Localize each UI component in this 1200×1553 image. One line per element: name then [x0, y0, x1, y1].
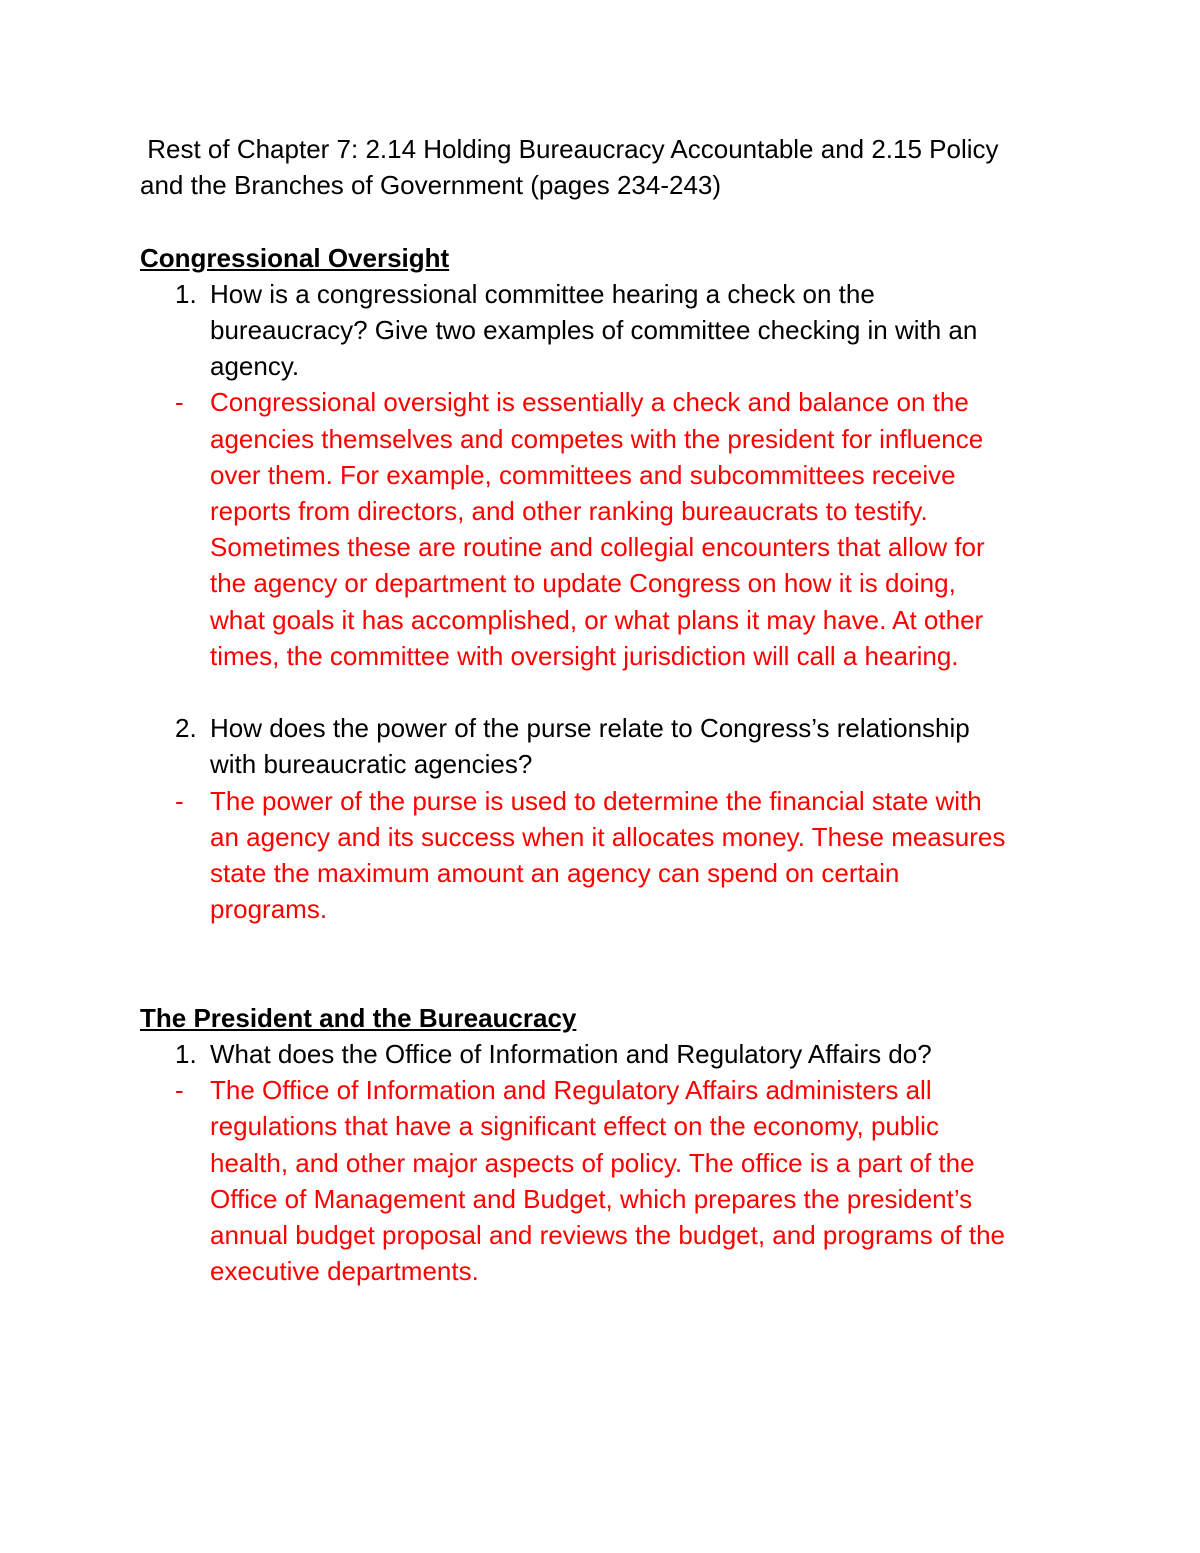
- answer-line: programs.: [210, 894, 328, 925]
- section-heading: Congressional Oversight: [140, 242, 450, 273]
- blank-line: [140, 203, 1080, 239]
- document-section: [140, 1000, 1080, 1290]
- answer-item: [140, 1072, 1080, 1289]
- answer-line: agencies themselves and competes with the president for influence: [210, 423, 984, 454]
- answer-line: health, and other major aspects of policy. The office is a part of the: [210, 1147, 975, 1178]
- dash-marker: -: [175, 387, 184, 418]
- list-item-lines: [210, 276, 1080, 385]
- question-item: [140, 710, 1080, 782]
- dash-marker: -: [175, 1075, 184, 1106]
- answer-line: regulations that have a significant effect on the economy, public: [210, 1111, 939, 1142]
- answer-item: [140, 783, 1080, 928]
- document-body: [140, 240, 1080, 1290]
- list-item-lines: [210, 384, 1080, 674]
- answer-line: Congressional oversight is essentially a check and balance on the: [210, 387, 969, 418]
- document-section: [140, 240, 1080, 1000]
- section-blocks: [140, 276, 1080, 1000]
- question-line: How does the power of the purse relate to Congress’s relationship: [210, 713, 970, 744]
- section-heading: The President and the Bureaucracy: [140, 1002, 577, 1033]
- title-line: and the Branches of Government (pages 234-243): [140, 170, 722, 201]
- blank-line: [140, 674, 1080, 710]
- number-marker: 1.: [175, 1039, 197, 1070]
- answer-item: [140, 384, 1080, 674]
- answer-line: annual budget proposal and reviews the budget, and programs of the: [210, 1220, 1005, 1251]
- answer-line: state the maximum amount an agency can spend on certain: [210, 858, 900, 889]
- answer-line: over them. For example, committees and subcommittees receive: [210, 459, 956, 490]
- answer-line: The Office of Information and Regulatory Affairs administers all: [210, 1075, 932, 1106]
- answer-line: an agency and its success when it allocates money. These measures: [210, 821, 1006, 852]
- answer-line: executive departments.: [210, 1256, 479, 1287]
- question-item: [140, 276, 1080, 385]
- list-item-lines: [210, 710, 1080, 782]
- document-title: [140, 131, 1080, 203]
- document-page: [140, 131, 1080, 1289]
- list-item-lines: [210, 783, 1080, 928]
- question-line: What does the Office of Information and Regulatory Affairs do?: [210, 1039, 932, 1070]
- dash-marker: -: [175, 785, 184, 816]
- answer-line: times, the committee with oversight jurisdiction will call a hearing.: [210, 640, 959, 671]
- question-line: agency.: [210, 351, 300, 382]
- list-item-lines: [210, 1036, 1080, 1072]
- blank-line: [140, 964, 1080, 1000]
- answer-line: The power of the purse is used to determine the financial state with: [210, 785, 982, 816]
- number-marker: 1.: [175, 278, 197, 309]
- answer-line: reports from directors, and other ranking bureaucrats to testify.: [210, 496, 928, 527]
- question-line: bureaucracy? Give two examples of committee checking in with an: [210, 315, 978, 345]
- answer-line: Office of Management and Budget, which prepares the president’s: [210, 1183, 973, 1214]
- question-line: with bureaucratic agencies?: [210, 749, 533, 780]
- title-line: Rest of Chapter 7: 2.14 Holding Bureaucracy Accountable and 2.15 Policy: [140, 134, 999, 164]
- section-blocks: [140, 1036, 1080, 1289]
- number-marker: 2.: [175, 713, 197, 744]
- blank-line: [140, 927, 1080, 963]
- answer-line: Sometimes these are routine and collegial encounters that allow for: [210, 532, 985, 563]
- question-line: How is a congressional committee hearing a check on the: [210, 278, 875, 309]
- answer-line: what goals it has accomplished, or what plans it may have. At other: [210, 604, 984, 635]
- question-item: [140, 1036, 1080, 1072]
- list-item-lines: [210, 1072, 1080, 1289]
- answer-line: the agency or department to update Congress on how it is doing,: [210, 568, 956, 599]
